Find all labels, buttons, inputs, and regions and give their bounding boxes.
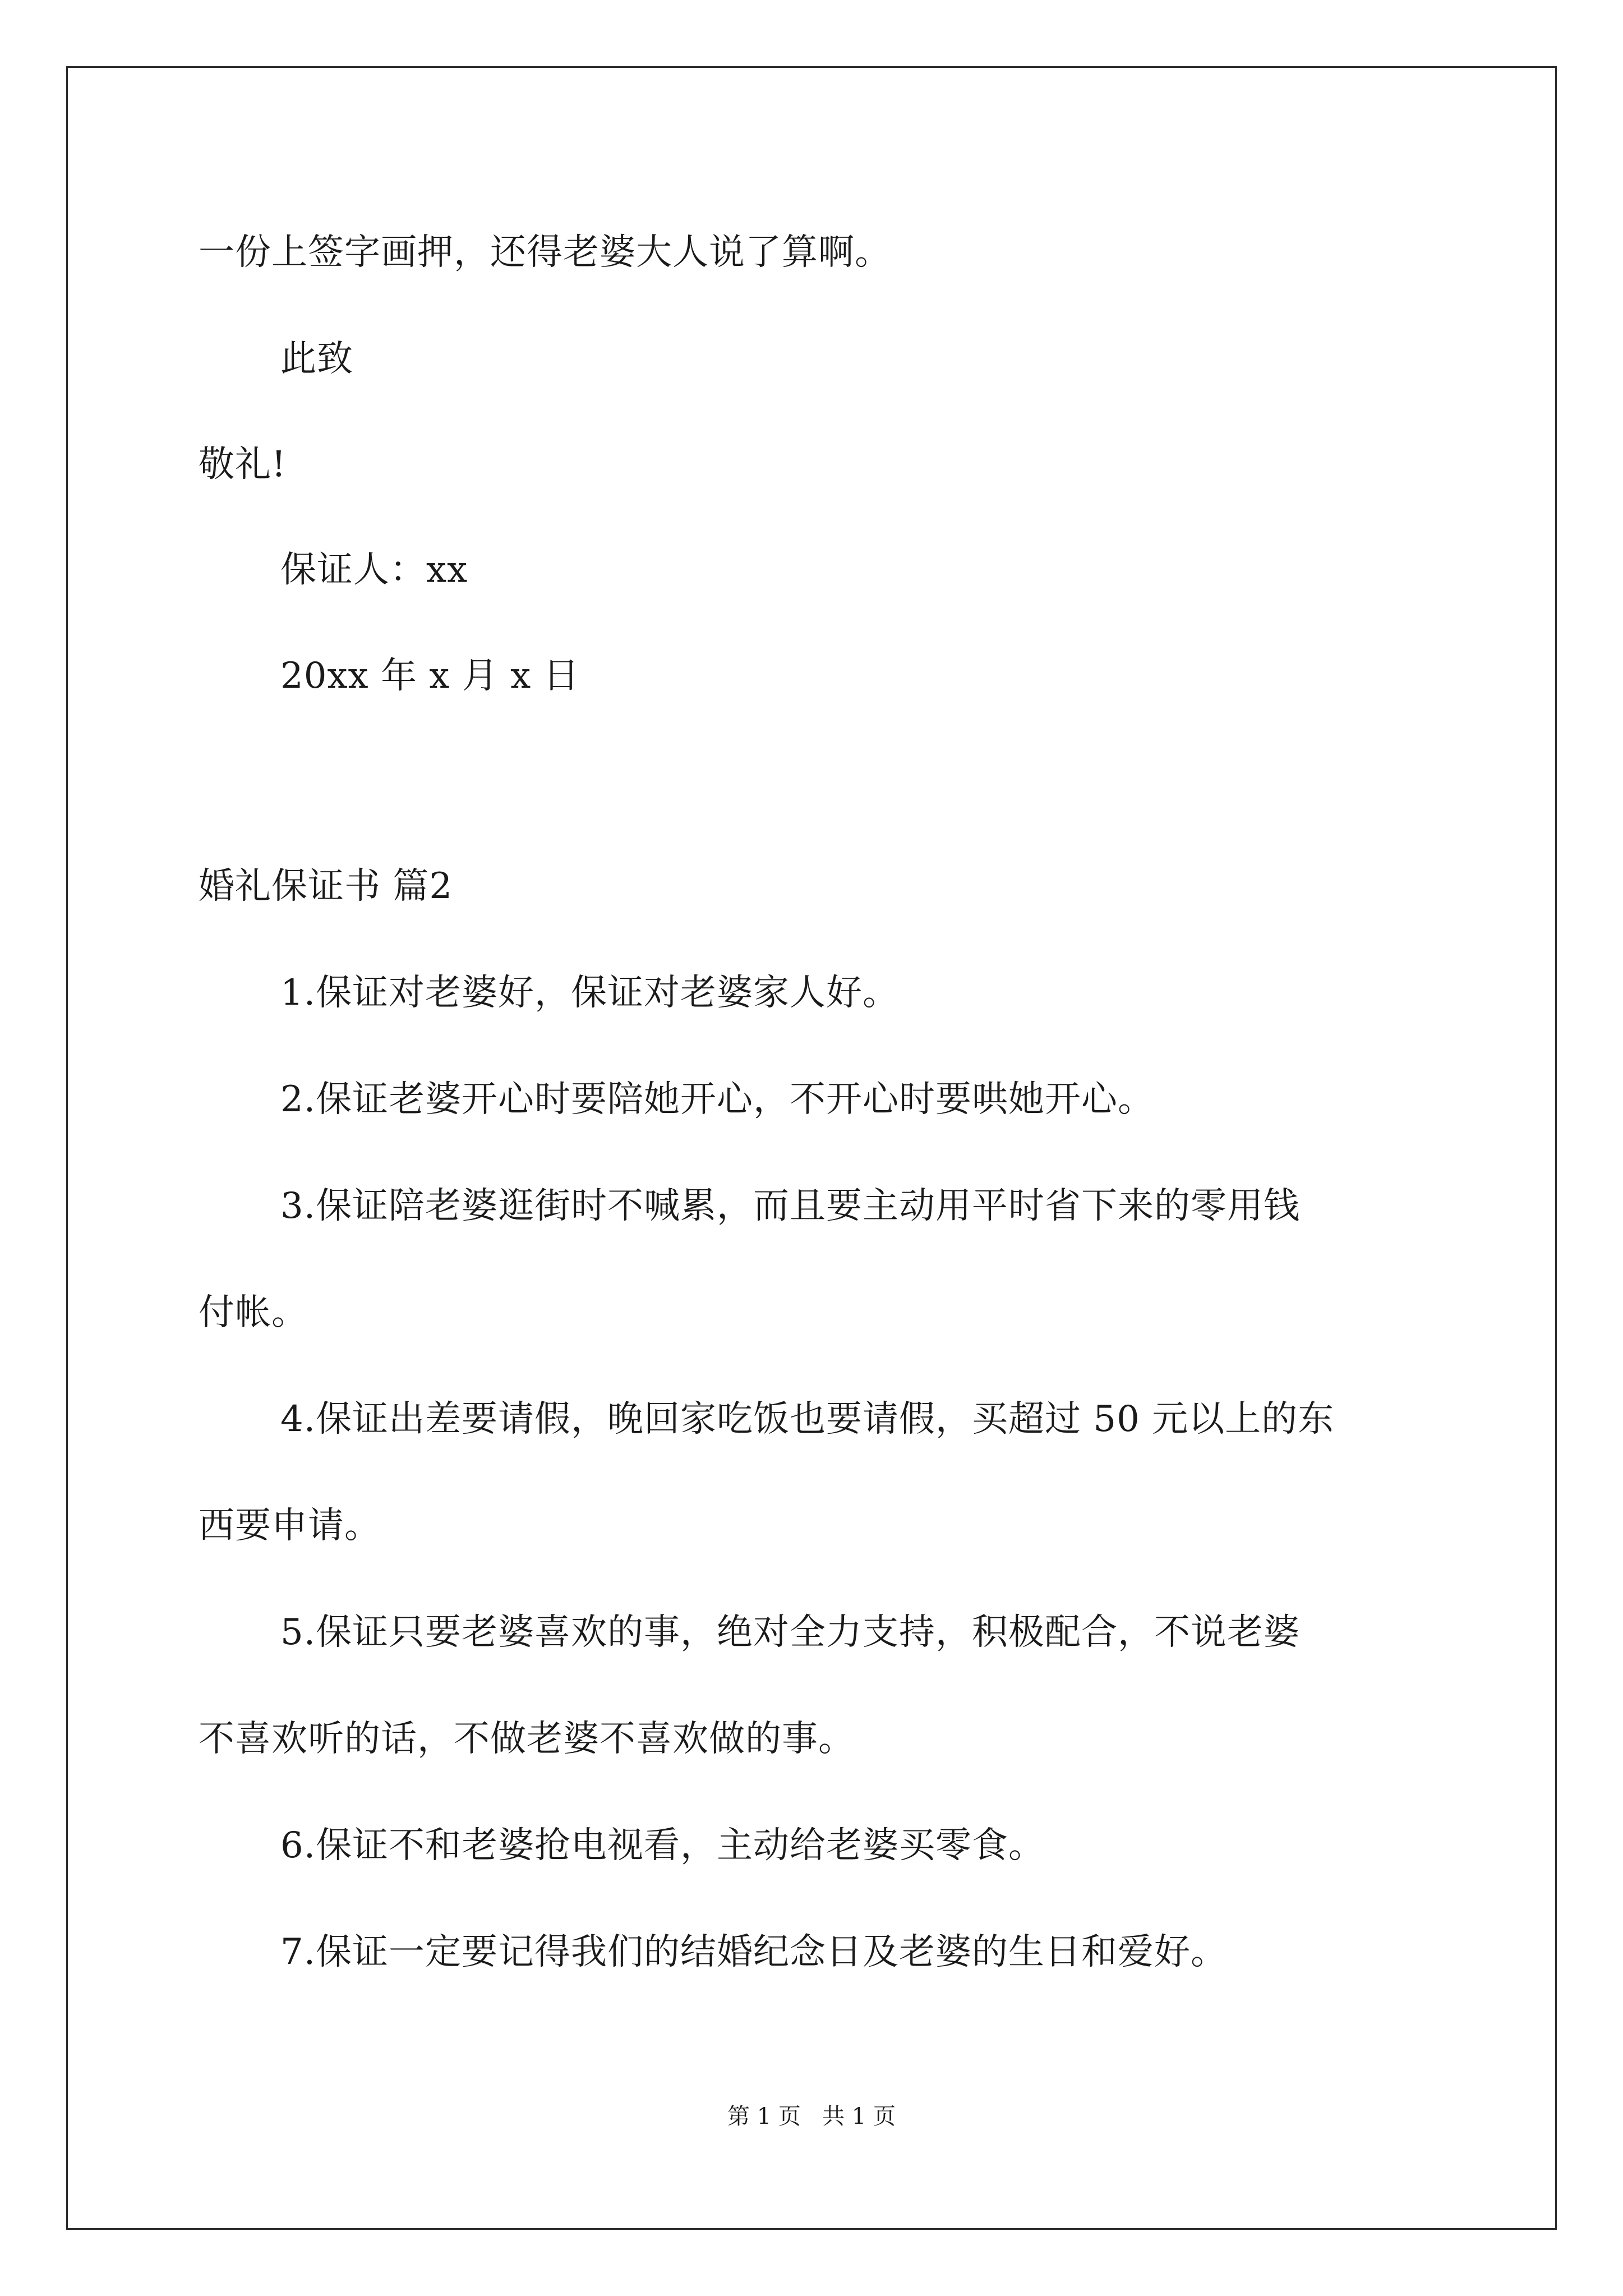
paragraph-line: 一份上签字画押，还得老婆大人说了算啊。	[199, 232, 891, 273]
list-item-continuation: 西要申请。	[199, 1505, 381, 1547]
guarantor-line: 保证人：xx	[280, 549, 468, 591]
date-line: 20xx 年 x 月 x 日	[280, 655, 580, 697]
closing-regards: 敬礼!	[199, 444, 287, 485]
list-item-continuation: 付帐。	[199, 1292, 308, 1333]
page-footer: 第 1 页 共 1 页	[727, 2104, 896, 2129]
section-title: 婚礼保证书 篇2	[199, 866, 453, 907]
list-item: 6.保证不和老婆抢电视看，主动给老婆买零食。	[280, 1825, 1045, 1866]
list-item: 2.保证老婆开心时要陪她开心，不开心时要哄她开心。	[280, 1079, 1155, 1120]
list-item: 5.保证只要老婆喜欢的事，绝对全力支持，积极配合，不说老婆	[280, 1612, 1301, 1653]
list-item: 1.保证对老婆好，保证对老婆家人好。	[280, 972, 900, 1014]
page-border	[66, 66, 1557, 2230]
closing-salutation: 此致	[280, 338, 353, 380]
list-item: 7.保证一定要记得我们的结婚纪念日及老婆的生日和爱好。	[280, 1931, 1228, 1973]
list-item: 3.保证陪老婆逛街时不喊累，而且要主动用平时省下来的零用钱	[280, 1185, 1301, 1227]
list-item: 4.保证出差要请假，晚回家吃饭也要请假，买超过 50 元以上的东	[280, 1398, 1335, 1440]
list-item-continuation: 不喜欢听的话，不做老婆不喜欢做的事。	[199, 1718, 855, 1760]
